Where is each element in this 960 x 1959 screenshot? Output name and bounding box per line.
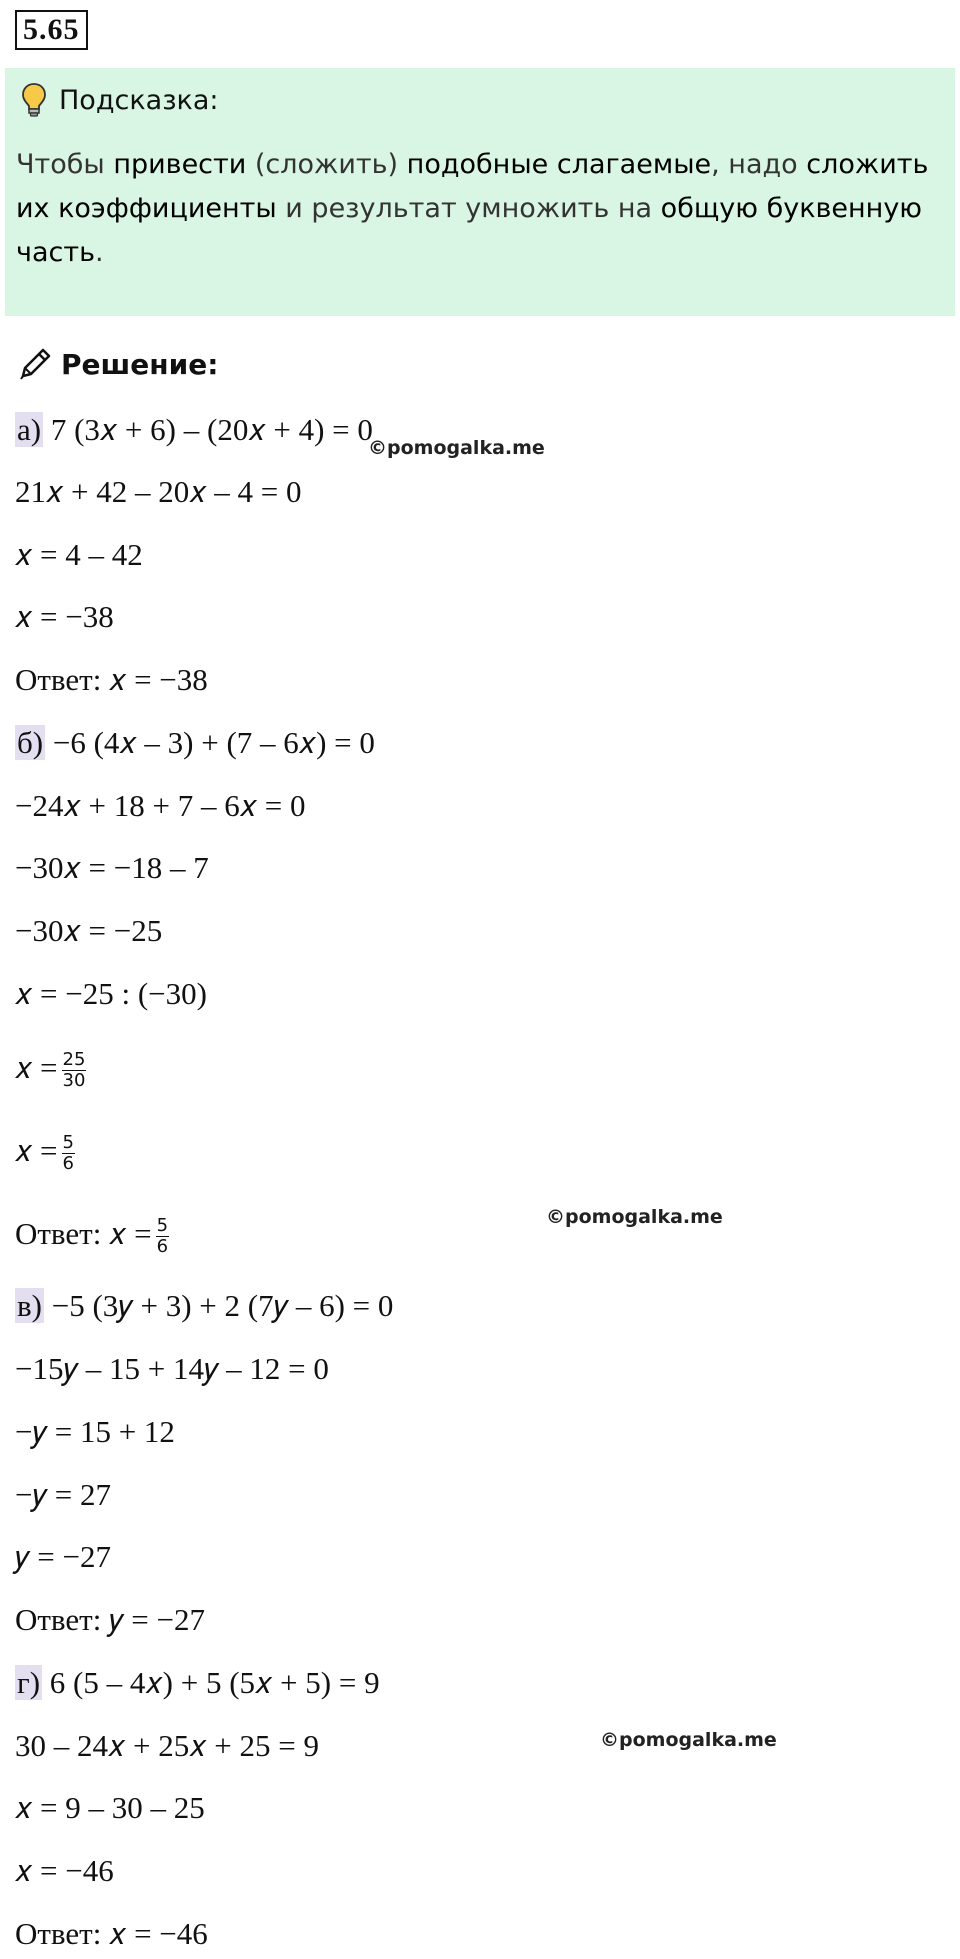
solution-line: 𝑥 = −46 [15,1853,114,1888]
fraction: $\frac{5}{6}$ [156,1215,169,1258]
watermark: ©pomogalka.me [546,1206,723,1228]
answer-line: Ответ: 𝑥 = −46 [15,1916,208,1951]
part-label: а) [17,412,42,447]
hint-box [5,68,955,316]
hint-title: Подсказка: [59,84,219,116]
solution-header [15,342,218,386]
answer-line: Ответ: 𝑥 = $\frac{5}{6}$ [15,1215,169,1258]
part-label: б) [17,725,44,760]
solution-line: 𝑥 = 4 – 42 [15,537,143,572]
part-b-equation: б) −6 (4𝑥 – 3) + (7 – 6𝑥) = 0 [17,725,375,760]
hint-header [21,80,219,120]
solution-line: −24𝑥 + 18 + 7 – 6𝑥 = 0 [15,788,306,823]
fraction: $\frac{25}{30}$ [62,1049,86,1092]
solution-line: 21𝑥 + 42 – 20𝑥 – 4 = 0 [15,474,302,509]
lightbulb-icon [21,82,47,118]
fraction: $\frac{5}{6}$ [62,1132,74,1175]
hint-text: Чтобы привести (сложить) подобные слагаемые, надо сложить их коэффициенты и результат умножить на общую буквенную часть. [16,149,929,268]
solution-title: Решение: [61,347,219,381]
solution-line: 𝑦 = −27 [15,1539,111,1574]
solution-line: 𝑥 = −25 : (−30) [15,976,207,1011]
part-g-equation: г) 6 (5 – 4𝑥) + 5 (5𝑥 + 5) = 9 [17,1665,380,1700]
solution-line: −𝑦 = 15 + 12 [15,1414,175,1449]
solution-line: 𝑥 = −38 [15,599,114,634]
watermark: ©pomogalka.me [368,437,545,459]
solution-line: 𝑥 = $\frac{25}{30}$ [15,1049,86,1092]
watermark: ©pomogalka.me [600,1729,777,1751]
solution-line: 30 – 24𝑥 + 25𝑥 + 25 = 9 [15,1728,319,1763]
solution-line: −30𝑥 = −18 – 7 [15,850,209,885]
solution-line: −15𝑦 – 15 + 14𝑦 – 12 = 0 [15,1351,329,1386]
solution-line: −𝑦 = 27 [15,1477,111,1512]
solution-line: 𝑥 = 9 – 30 – 25 [15,1790,205,1825]
solution-line: 𝑥 = $\frac{5}{6}$ [15,1132,74,1175]
solution-line: −30𝑥 = −25 [15,913,163,948]
answer-line: Ответ: 𝑥 = −38 [15,662,208,697]
part-v-equation: в) −5 (3𝑦 + 3) + 2 (7𝑦 – 6) = 0 [17,1288,394,1323]
part-label: в) [17,1288,42,1323]
part-label: г) [17,1665,41,1700]
part-a-equation: а) 7 (3𝑥 + 6) – (20𝑥 + 4) = 0 [17,412,373,447]
problem-number: 5.65 [15,10,88,50]
pencil-icon [15,344,55,384]
answer-line: Ответ: 𝑦 = −27 [15,1602,206,1637]
